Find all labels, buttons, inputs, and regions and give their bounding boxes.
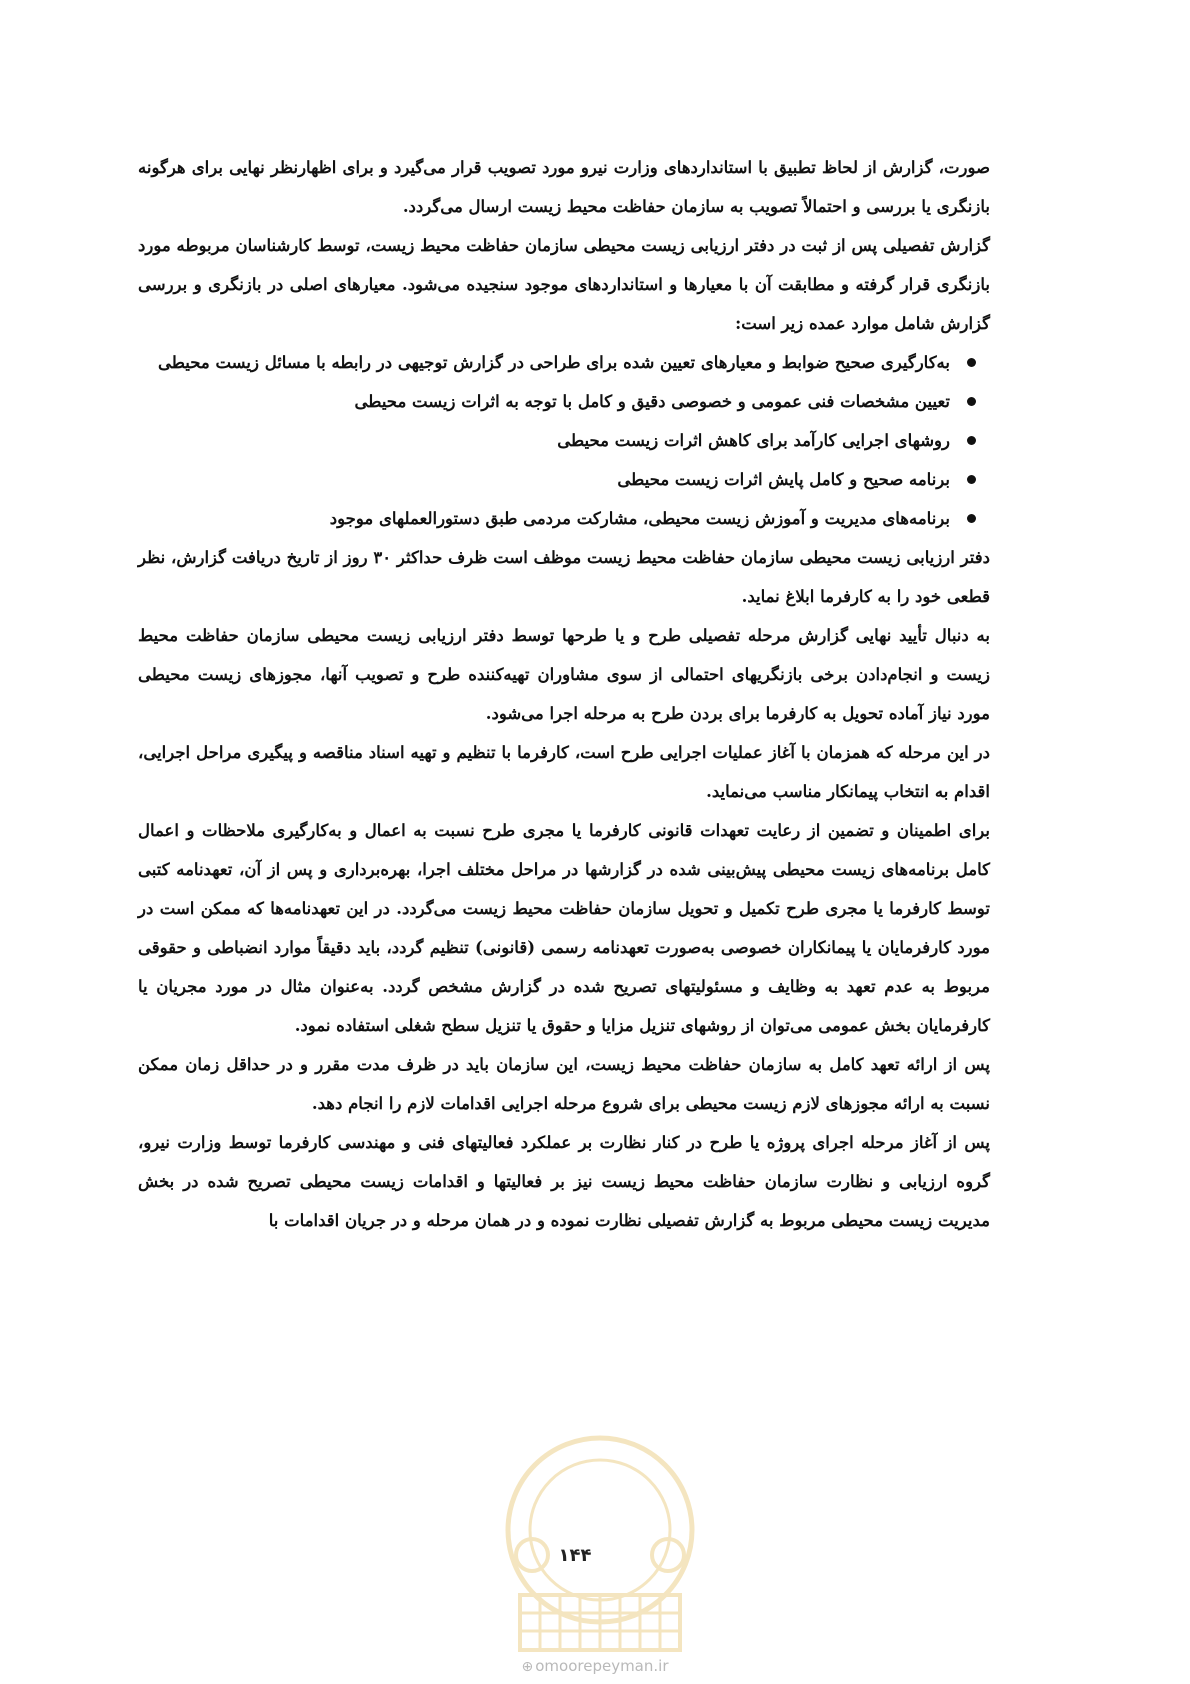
footer-url-text: omoorepeyman.ir xyxy=(535,1657,669,1675)
paragraph: در این مرحله که همزمان با آغاز عملیات اجرایی طرح است، کارفرما با تنظیم و تهیه اسناد مناقصه و پیگیری مراحل اجرایی، اقدام به انتخاب پیمانکار مناسب می‌نماید. xyxy=(138,743,990,801)
paragraph: صورت، گزارش از لحاظ تطبیق با استانداردهای وزارت نیرو مورد تصویب قرار می‌گیرد و برای اظهارنظر نهایی برای هرگونه بازنگری یا بررسی و احتمالاً تصویب به سازمان حفاظت محیط زیست ارسال می‌گردد. xyxy=(138,158,990,216)
paragraph: به دنبال تأیید نهایی گزارش مرحله تفصیلی طرح و یا طرحها توسط دفتر ارزیابی زیست محیطی سازمان حفاظت محیط زیست و انجام‌دادن برخی بازنگریهای احتمالی از سوی مشاوران تهیه‌کننده طرح و تصویب آنها، مجوزهای زیست محیطی مورد نیاز آماده تحویل به کارفرما برای بردن طرح به مرحله اجرا می‌شود. xyxy=(138,626,990,723)
list-item: برنامه صحیح و کامل پایش اثرات زیست محیطی xyxy=(138,460,976,499)
list-item: برنامه‌های مدیریت و آموزش زیست محیطی، مشارکت مردمی طبق دستورالعملهای موجود xyxy=(138,499,976,538)
paragraph: گزارش تفصیلی پس از ثبت در دفتر ارزیابی زیست محیطی سازمان حفاظت محیط زیست، توسط کارشناسان مربوطه مورد بازنگری قرار گرفته و مطابقت آن با معیارها و استانداردهای موجود سنجیده می‌شود. معیارهای اصلی در بازنگری و بررسی گزارش شامل موارد عمده زیر است: xyxy=(138,236,990,333)
page-body xyxy=(138,148,990,1240)
page-number: ۱۴۴ xyxy=(558,1545,592,1566)
paragraph: دفتر ارزیابی زیست محیطی سازمان حفاظت محیط زیست موظف است ظرف حداکثر ۳۰ روز از تاریخ دریافت گزارش، نظر قطعی خود را به کارفرما ابلاغ نماید. xyxy=(138,548,990,606)
paragraph: برای اطمینان و تضمین از رعایت تعهدات قانونی کارفرما یا مجری طرح نسبت به اعمال و به‌کارگیری ملاحظات و اعمال کامل برنامه‌های زیست محیطی پیش‌بینی شده در گزارشها در مراحل مختلف اجرا، بهره‌برداری و پس از آن، تعهدنامه کتبی توسط کارفرما یا مجری طرح تکمیل و تحویل سازمان حفاظت محیط زیست می‌گردد. در این تعهدنامه‌ها که ممکن است در مورد کارفرمایان یا پیمانکاران خصوصی به‌صورت تعهدنامه رسمی (قانونی) تنظیم گردد، باید دقیقاً موارد انضباطی و حقوقی مربوط به عدم تعهد به وظایف و مسئولیتهای تصریح شده در گزارش مشخص گردد. به‌عنوان مثال در مورد مجریان یا کارفرمایان بخش عمومی می‌توان از روشهای تنزیل مزایا و حقوق یا تنزیل سطح شغلی استفاده نمود. xyxy=(138,821,990,1035)
criteria-list xyxy=(138,343,990,538)
globe-icon: ⊕ xyxy=(521,1659,534,1675)
list-item: تعیین مشخصات فنی عمومی و خصوصی دقیق و کامل با توجه به اثرات زیست محیطی xyxy=(138,382,976,421)
watermark-logo xyxy=(480,1425,720,1655)
paragraph: پس از ارائه تعهد کامل به سازمان حفاظت محیط زیست، این سازمان باید در ظرف مدت مقرر و در حداقل زمان ممکن نسبت به ارائه مجوزهای لازم زیست محیطی برای شروع مرحله اجرایی اقدامات لازم را انجام دهد. xyxy=(138,1055,990,1113)
footer-url xyxy=(0,1657,1190,1675)
list-item: روشهای اجرایی کارآمد برای کاهش اثرات زیست محیطی xyxy=(138,421,976,460)
list-item: به‌کارگیری صحیح ضوابط و معیارهای تعیین شده برای طراحی در گزارش توجیهی در رابطه با مسائل زیست محیطی xyxy=(138,343,976,382)
paragraph: پس از آغاز مرحله اجرای پروژه یا طرح در کنار نظارت بر عملکرد فعالیتهای فنی و مهندسی کارفرما توسط وزارت نیرو، گروه ارزیابی و نظارت سازمان حفاظت محیط زیست نیز بر فعالیتها و اقدامات زیست محیطی تصریح شده در بخش مدیریت زیست محیطی مربوط به گزارش تفصیلی نظارت نموده و در همان مرحله و در جریان اقدامات با xyxy=(138,1133,990,1230)
